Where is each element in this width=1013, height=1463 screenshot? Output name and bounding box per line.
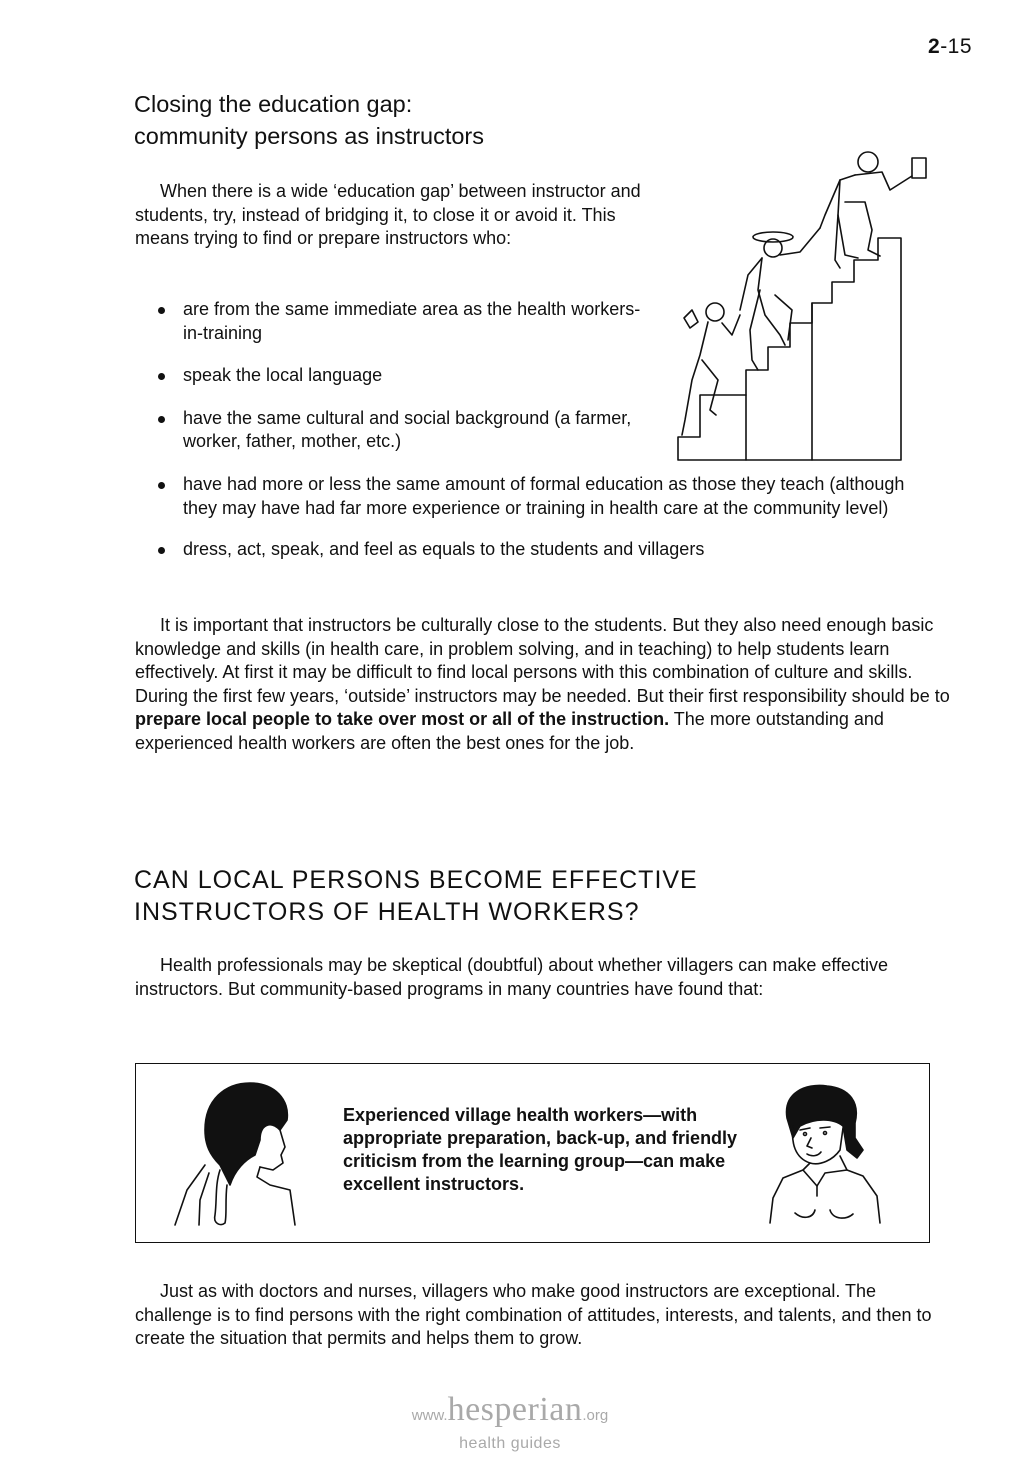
woman-braid-illustration bbox=[165, 1075, 305, 1230]
woman-portrait-illustration bbox=[755, 1078, 895, 1233]
climber-top bbox=[820, 152, 926, 268]
list-item: have the same cultural and social background (a farmer, worker, father, mother, etc.) bbox=[135, 407, 655, 454]
title-line-1: Closing the education gap: bbox=[134, 91, 413, 117]
hesperian-watermark bbox=[360, 1392, 660, 1454]
title-line-1: CAN LOCAL PERSONS BECOME EFFECTIVE bbox=[134, 866, 698, 894]
footer-brand: hesperian bbox=[447, 1391, 583, 1428]
criteria-list-top bbox=[135, 298, 655, 473]
staircase-outline bbox=[678, 238, 901, 460]
footer-tagline: health guides bbox=[459, 1435, 561, 1452]
footer-prefix: www. bbox=[411, 1407, 448, 1424]
climber-middle bbox=[740, 228, 820, 370]
skeptical-paragraph: Health professionals may be skeptical (doubtful) about whether villagers can make effective instructors. But community-based programs in many countries have found that: bbox=[135, 955, 889, 999]
page-number-page: -15 bbox=[940, 35, 973, 58]
list-item: dress, act, speak, and feel as equals to the students and villagers bbox=[135, 538, 935, 562]
list-item: have had more or less the same amount of formal education as those they teach (although they may have had far more experience or training in health care at the community level) bbox=[135, 473, 935, 520]
climber-bottom bbox=[682, 303, 740, 435]
paragraph-text-end: The more outstanding and experienced health workers are often the best ones for the job. bbox=[135, 709, 884, 753]
list-item: speak the local language bbox=[135, 364, 655, 388]
section-title-closing-gap bbox=[134, 88, 484, 152]
list-item: are from the same immediate area as the health workers-in-training bbox=[135, 298, 655, 345]
footer-suffix: .org bbox=[582, 1407, 609, 1424]
section-title-local-persons bbox=[134, 864, 698, 928]
page-number bbox=[928, 34, 972, 60]
stairs-climbing-illustration bbox=[640, 140, 940, 470]
page-number-chapter: 2 bbox=[928, 35, 941, 58]
paragraph-text: It is important that instructors be culturally close to the students. But they also need enough basic knowledge and skills (in health care, in problem solving, and in teaching) to help students learn effectively. At first it may be difficult to find local persons with this combination of culture and skills. During the first few years, ‘outside’ instructors may be needed. But their first responsibility should be to bbox=[135, 615, 950, 706]
culturally-close-paragraph bbox=[135, 614, 955, 755]
title-line-2: community persons as instructors bbox=[134, 123, 485, 149]
intro-paragraph: When there is a wide ‘education gap’ between instructor and students, try, instead of bridging it, to close it or avoid it. This means trying to find or prepare instructors who: bbox=[135, 181, 641, 248]
footer-url-line bbox=[360, 1392, 660, 1434]
emphasis-text: prepare local people to take over most or all of the instruction. bbox=[135, 709, 670, 729]
callout-text: Experienced village health workers—with appropriate preparation, back-up, and friendly criticism from the learning group—can make excellent instructors. bbox=[343, 1105, 738, 1194]
closing-paragraph: Just as with doctors and nurses, villagers who make good instructors are exceptional. The challenge is to find persons with the right combination of attitudes, interests, and talents, and then to create the situation that permits and helps them to grow. bbox=[135, 1281, 932, 1348]
title-line-2: INSTRUCTORS OF HEALTH WORKERS? bbox=[134, 898, 640, 926]
criteria-list-bottom bbox=[135, 473, 935, 580]
